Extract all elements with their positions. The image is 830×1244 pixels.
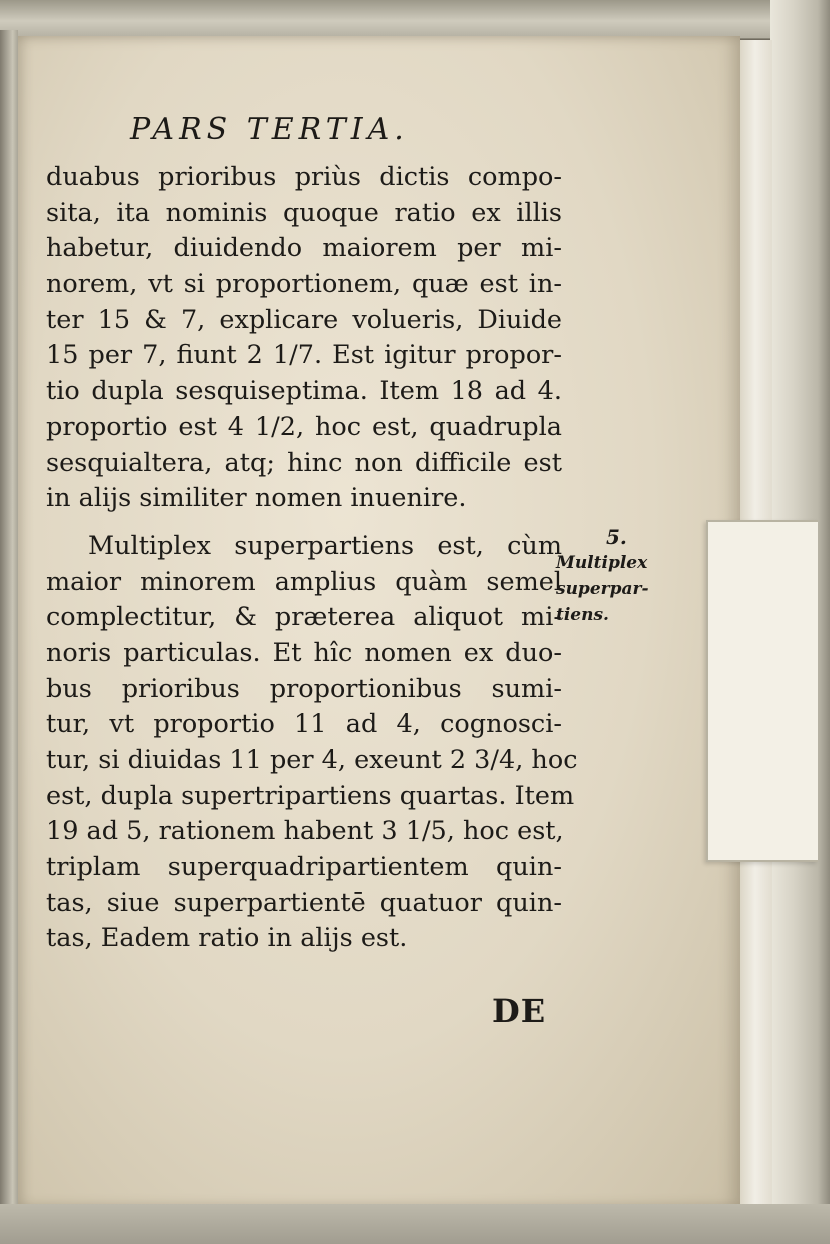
text-line: complectitur, & præterea aliquot mi- xyxy=(46,602,562,633)
text-line: 15 per 7, fiunt 2 1/7. Est igitur propor- xyxy=(46,340,562,371)
text-line: sesquialtera, atq; hinc non difficile est xyxy=(46,447,562,478)
text-line: triplam superquadripartientem quin- xyxy=(46,852,562,883)
text-line: tur, vt proportio 11 ad 4, cognosci- xyxy=(46,709,562,740)
running-header: PARS TERTIA. xyxy=(130,112,409,147)
text-line: bus prioribus proportionibus sumi- xyxy=(46,673,562,704)
margin-note xyxy=(556,524,686,628)
paragraph-2 xyxy=(46,529,578,957)
text-line: proportio est 4 1/2, hoc est, quadrupla xyxy=(46,411,562,442)
text-line: tas, Eadem ratio in alijs est. xyxy=(46,923,408,954)
book-binding-top xyxy=(0,0,830,39)
text-line: tio dupla sesquiseptima. Item 18 ad 4. xyxy=(46,376,562,407)
margin-note-line: superpar- xyxy=(556,579,649,599)
book-spine xyxy=(0,30,18,1220)
text-line: in alijs similiter nomen inuenire. xyxy=(46,483,467,514)
text-line: noris particulas. Et hîc nomen ex duo- xyxy=(46,637,562,668)
text-line: maior minorem amplius quàm semel xyxy=(46,566,562,597)
book-binding-bottom xyxy=(0,1204,830,1244)
paper-tab-marker xyxy=(706,520,818,862)
text-line: tur, si diuidas 11 per 4, exeunt 2 3/4, hoc xyxy=(46,745,578,775)
catchword: DE xyxy=(492,992,547,1030)
text-line: est, dupla supertripartiens quartas. Item xyxy=(46,780,575,811)
margin-note-line: Multiplex xyxy=(556,553,648,573)
text-line: ter 15 & 7, explicare volueris, Diuide xyxy=(46,304,562,335)
paragraph-1 xyxy=(46,160,562,517)
text-line: sita, ita nominis quoque ratio ex illis xyxy=(46,197,562,228)
text-line: 19 ad 5, rationem habent 3 1/5, hoc est, xyxy=(46,816,564,847)
margin-note-number: 5. xyxy=(606,525,627,549)
text-line: Multiplex superpartiens est, cùm xyxy=(88,530,562,561)
text-line: duabus prioribus priùs dictis compo- xyxy=(46,162,562,192)
margin-note-line: tiens. xyxy=(556,605,609,625)
text-line: tas, siue superpartientē quatuor quin- xyxy=(46,887,562,918)
text-line: norem, vt si proportionem, quæ est in- xyxy=(46,269,562,300)
text-line: habetur, diuidendo maiorem per mi- xyxy=(46,233,562,264)
page-body xyxy=(46,160,578,957)
